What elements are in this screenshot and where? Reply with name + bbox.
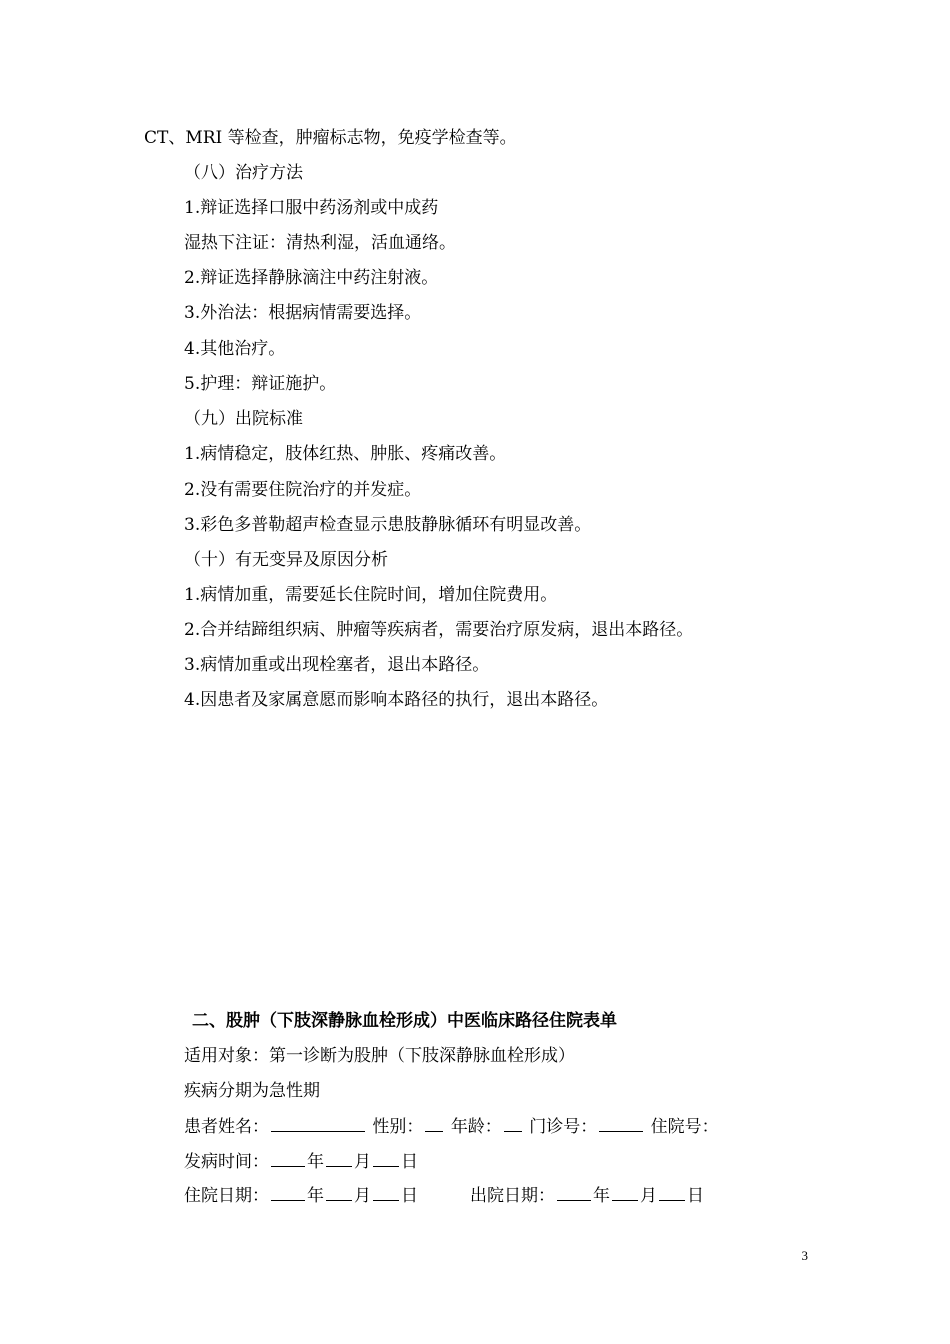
onset-day-blank[interactable] — [373, 1150, 399, 1167]
body-line: 1.病情稳定，肢体红热、肿胀、疼痛改善。 — [184, 444, 507, 464]
age-label: 年龄： — [450, 1117, 502, 1137]
sex-blank[interactable] — [425, 1115, 443, 1132]
month-label: 月 — [354, 1152, 371, 1172]
body-line: 5.护理：辩证施护。 — [184, 374, 337, 394]
discharge-row — [470, 1184, 704, 1207]
clinic-no-blank[interactable] — [599, 1115, 643, 1132]
year-label: 年 — [307, 1186, 324, 1206]
body-line: 1.辩证选择口服中药汤剂或中成药 — [184, 198, 439, 218]
discharge-month-blank[interactable] — [612, 1184, 638, 1201]
admission-label: 住院日期： — [184, 1186, 269, 1206]
year-label: 年 — [307, 1152, 324, 1172]
body-line: 1.病情加重，需要延长住院时间，增加住院费用。 — [184, 585, 558, 605]
month-label: 月 — [640, 1186, 657, 1206]
year-label: 年 — [593, 1186, 610, 1206]
section-heading: （十）有无变异及原因分析 — [184, 550, 388, 570]
onset-year-blank[interactable] — [271, 1150, 305, 1167]
body-line: 2.没有需要住院治疗的并发症。 — [184, 480, 422, 500]
discharge-day-blank[interactable] — [659, 1184, 685, 1201]
admission-year-blank[interactable] — [271, 1184, 305, 1201]
body-line: 4.因患者及家属意愿而影响本路径的执行，退出本路径。 — [184, 690, 609, 710]
body-line: 3.外治法：根据病情需要选择。 — [184, 303, 422, 323]
day-label: 日 — [401, 1186, 418, 1206]
sex-label: 性别： — [372, 1117, 424, 1137]
patient-name-blank[interactable] — [271, 1115, 365, 1132]
discharge-year-blank[interactable] — [557, 1184, 591, 1201]
page-number: 3 — [801, 1248, 808, 1263]
month-label: 月 — [354, 1186, 371, 1206]
body-line: 4.其他治疗。 — [184, 339, 286, 359]
clinic-no-label: 门诊号： — [529, 1117, 598, 1137]
section-heading: （九）出院标准 — [184, 409, 303, 429]
admission-day-blank[interactable] — [373, 1184, 399, 1201]
body-line: 2.合并结蹄组织病、肿瘤等疾病者，需要治疗原发病，退出本路径。 — [184, 620, 694, 640]
onset-month-blank[interactable] — [326, 1150, 352, 1167]
body-line: 2.辩证选择静脉滴注中药注射液。 — [184, 268, 439, 288]
patient-info-row — [184, 1115, 719, 1138]
form-title: 二、股肿（下肢深静脉血栓形成）中医临床路径住院表单 — [192, 1011, 617, 1031]
admission-month-blank[interactable] — [326, 1184, 352, 1201]
onset-label: 发病时间： — [184, 1152, 269, 1172]
body-line: CT、MRI 等检查，肿瘤标志物，免疫学检查等。 — [144, 128, 517, 148]
disease-stage: 疾病分期为急性期 — [184, 1081, 320, 1101]
body-line: 3.彩色多普勒超声检查显示患肢静脉循环有明显改善。 — [184, 515, 592, 535]
discharge-label: 出院日期： — [470, 1186, 555, 1206]
day-label: 日 — [687, 1186, 704, 1206]
day-label: 日 — [401, 1152, 418, 1172]
patient-name-label: 患者姓名： — [184, 1117, 269, 1137]
body-line: 3.病情加重或出现栓塞者，退出本路径。 — [184, 655, 490, 675]
onset-row — [184, 1150, 418, 1173]
inpatient-no-label: 住院号： — [650, 1117, 719, 1137]
body-line: 湿热下注证：清热利湿，活血通络。 — [184, 233, 456, 253]
admission-row — [184, 1184, 418, 1207]
section-heading: （八）治疗方法 — [184, 163, 303, 183]
applicable-subject: 适用对象：第一诊断为股肿（下肢深静脉血栓形成） — [184, 1046, 575, 1066]
age-blank[interactable] — [504, 1115, 522, 1132]
